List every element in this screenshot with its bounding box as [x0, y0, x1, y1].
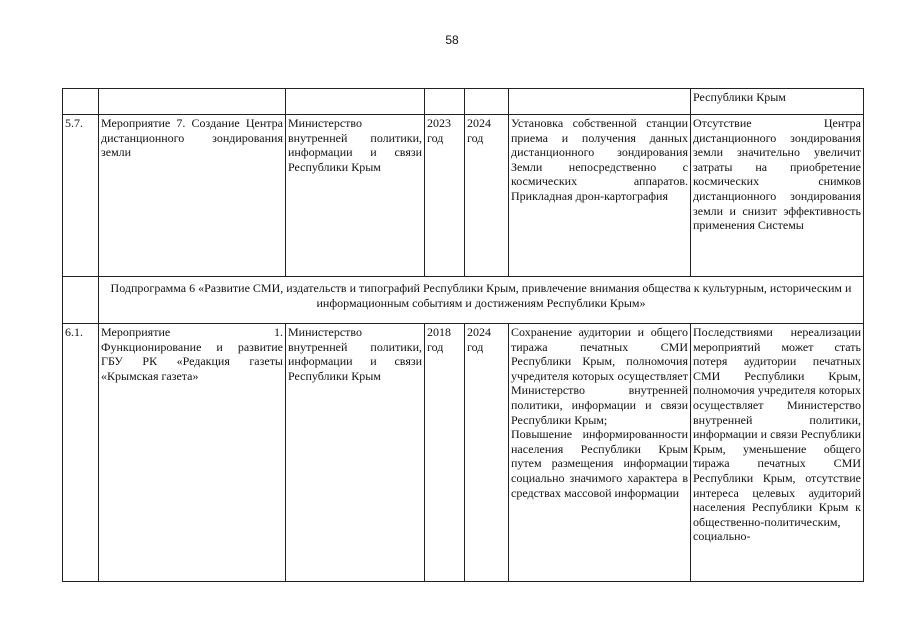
- cell-result: [509, 89, 691, 115]
- cell-start: [425, 89, 465, 115]
- row-number: 5.7.: [63, 115, 99, 277]
- result-cell: [509, 324, 691, 582]
- executor-text: Министерство внутренней политики, информации и связи Республики Крым: [286, 324, 425, 582]
- start-unit: год: [427, 339, 444, 354]
- end-period: [465, 115, 509, 277]
- page-number: 58: [445, 33, 459, 47]
- start-unit: год: [427, 130, 444, 145]
- consequence-text: Последствиями нереализации мероприятий может стать потеря аудитории печатных СМИ Республики Крым, полномочия учредителя которых осуществляет Министерство внутренней политики, информации и связи Республики Крым, уменьшение общего тиража печатных СМИ Республики Крым, отсутствие интереса целевых аудиторий населения Республики Крым к общественно-политическим, социально-: [691, 324, 864, 582]
- subprogram-num-cell: [63, 277, 99, 324]
- cell-num: [63, 89, 99, 115]
- continuation-row: [63, 89, 864, 115]
- cell-consequence: Республики Крым: [691, 89, 864, 115]
- start-year: 2018: [427, 325, 451, 339]
- cell-executor: [286, 89, 425, 115]
- measures-table: [62, 88, 864, 582]
- subprogram-row: [63, 277, 864, 324]
- start-period: [425, 115, 465, 277]
- end-year: 2024: [467, 116, 491, 130]
- end-unit: год: [467, 339, 484, 354]
- cell-end: [465, 89, 509, 115]
- result-paragraph-2: Повышение информированности населения Республики Крым путем размещения информации социально значимого характера в средствах массовой информации: [511, 427, 688, 500]
- subprogram-title: Подпрограмма 6 «Развитие СМИ, издательств и типографий Республики Крым, привлечение внимания общества к культурным, историческим и информационным событиям и достижениям Республики Крым»: [99, 277, 864, 324]
- row-number: 6.1.: [63, 324, 99, 582]
- result-text: Установка собственной станции приема и получения данных дистанционного зондирования Земли непосредственно с космических аппаратов. Прикладная дрон-картография: [509, 115, 691, 277]
- measure-text: Мероприятие 7. Создание Центра дистанционного зондирования земли: [99, 115, 286, 277]
- start-year: 2023: [427, 116, 451, 130]
- end-unit: год: [467, 130, 484, 145]
- measure-text: Мероприятие 1. Функционирование и развитие ГБУ РК «Редакция газеты «Крымская газета»: [99, 324, 286, 582]
- consequence-text: Отсутствие Центра дистанционного зондирования земли значительно увеличит затраты на приобретение космических снимков дистанционного зондирования земли и снизит эффективность применения Системы: [691, 115, 864, 277]
- start-period: [425, 324, 465, 582]
- executor-text: Министерство внутренней политики, информации и связи Республики Крым: [286, 115, 425, 277]
- end-year: 2024: [467, 325, 491, 339]
- cell-measure: [99, 89, 286, 115]
- table-row-6-1: [63, 324, 864, 582]
- result-paragraph-1: Сохранение аудитории и общего тиража печатных СМИ Республики Крым, полномочия учредителя которых осуществляет Министерство внутренней политики, информации и связи Республики Крым;: [511, 325, 688, 427]
- table-row-5-7: [63, 115, 864, 277]
- end-period: [465, 324, 509, 582]
